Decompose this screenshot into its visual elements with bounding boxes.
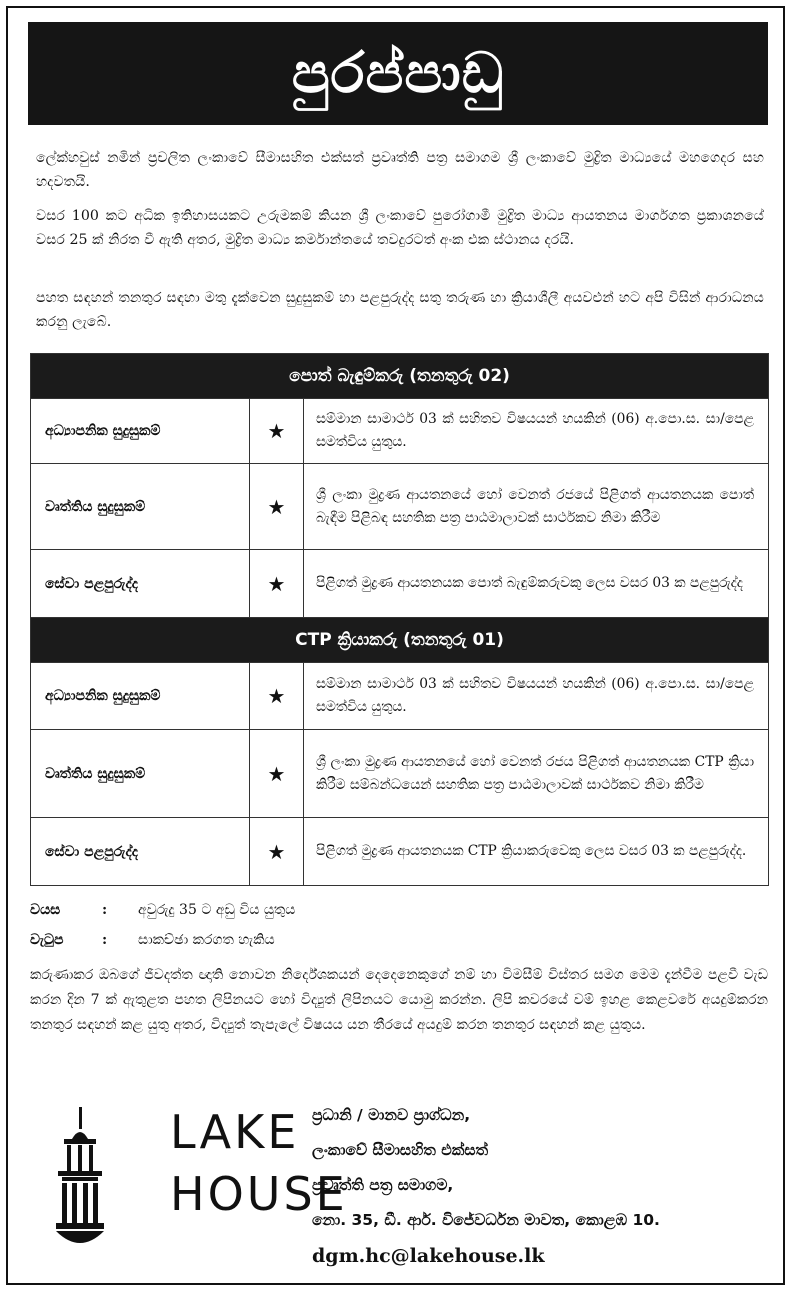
logo-word-house: HOUSE [170, 1167, 348, 1221]
row-label: අධ්‍යාපනික සුදුසුකම් [31, 663, 250, 730]
row-label: අධ්‍යාපනික සුදුසුකම් [31, 399, 250, 464]
table-row [31, 550, 769, 618]
age-separator: : [102, 902, 108, 918]
row-value: සම්මාන සාමාර්ථ 03 ක් සහිතව විෂයයන් හයකින් (06) අ.පො.ස. සා/පෙළ සමත්විය යුතුය. [304, 399, 769, 464]
row-value: පිළිගත් මුද්‍රණ ආයතනයක CTP ක්‍රියාකරුවෙකු ලෙස වසර 03 ක පළපුරුද්ද. [304, 818, 769, 886]
application-instructions: කරුණාකර ඔබගේ ජීවදත්ත ඥාති නොවන නිර්දේශකයන් දෙදෙනෙකුගේ නම් හා විමසීම් විස්තර සමග මෙම දැන්වීම පළවී වැඩ කරන දින 7 ක් ඇතුළත පහත ලිපිනයට හෝ විද්‍යුත් ලිපිනයට යොමු කරන්න. ලිපි කවරයේ වම් ඉහළ කෙළවරේ අයදුම්කරන තනතුර සඳහන් කළ යුතු අතර, විද්‍යුත් තැපැලේ විෂයය යන තීරයේ අයදුම් කරන තනතුර සඳහන් කළ යුතුය. [30, 967, 768, 1033]
star-icon: ★ [250, 550, 304, 618]
table-row [31, 399, 769, 464]
page-title: පුරප්පාඩු [291, 40, 505, 106]
position-header-row [31, 354, 769, 399]
email-address: dgm.hc@lakehouse.lk [312, 1245, 545, 1267]
position-title: CTP ක්‍රියාකරු (තනතුරු 01) [31, 618, 769, 663]
star-icon: ★ [250, 730, 304, 818]
postal-address [312, 1098, 772, 1274]
row-label: සේවා පළපුරුද්ද [31, 818, 250, 886]
row-label: සේවා පළපුරුද්ද [31, 550, 250, 618]
position-title: පොත් බැඳුම්කරු (තනතුරු 02) [31, 354, 769, 399]
row-value: පිළිගත් මුද්‍රණ ආයතනයක පොත් බැඳුම්කරුවකු ලෙස වසර 03 ක පළපුරුද්ද [304, 550, 769, 618]
row-value: ශ්‍රී ලංකා මුද්‍රණ ආයතනයේ හෝ වෙනත් රජය පිළිගත් ආයතනයක CTP ක්‍රියා කිරීම සම්බන්ධයෙන් සහතික පත්‍ර පාඨමාලාවක් සාර්ථකව නිමා කිරීම [304, 730, 769, 818]
age-value: අවුරුදු 35 ට අඩු විය යුතුය [138, 902, 296, 918]
row-value: සම්මාන සාමාර්ථ 03 ක් සහිතව විෂයයන් හයකින් (06) අ.පො.ස. සා/පෙළ සමත්විය යුතුය. [304, 663, 769, 730]
intro-paragraph-1: ලේක්හවුස් නමින් ප්‍රචලිත ලංකාවේ සීමාසහිත එක්සත් ප්‍රවෘත්ති පත්‍ර සමාගම ශ්‍රී ලංකාවේ මුද්‍රිත මාධ්‍යයේ මහගෙදර සහ හදවතයි. [36, 150, 764, 190]
table-row [31, 464, 769, 550]
star-icon: ★ [250, 399, 304, 464]
table-row [31, 663, 769, 730]
vacancy-table [30, 353, 769, 886]
logo-word-lake: LAKE [170, 1105, 300, 1159]
address-line-2: ලංකාවේ සීමාසහිත එක්සත් [312, 1141, 489, 1159]
table-row [31, 730, 769, 818]
salary-label: වැටුප [30, 932, 64, 948]
address-line-1: ප්‍රධානි / මානව ප්‍රාග්ධන, [312, 1106, 471, 1124]
salary-value: සාකච්ඡා කරගත හැකිය [138, 932, 275, 948]
row-label: වෘත්තිය සුදුසුකම් [31, 464, 250, 550]
intro-paragraph-3: පහත සඳහන් තනතුර සඳහා මතු දැක්වෙන සුදුසුකම් හා පළපුරුද්ද සතු තරුණ හා ක්‍රියාශීලී අයවළුන් හට අපි විසින් ආරාධනය කරනු ලැබේ. [36, 290, 764, 330]
lake-house-logo [50, 1105, 348, 1260]
star-icon: ★ [250, 464, 304, 550]
star-icon: ★ [250, 818, 304, 886]
table-row [31, 818, 769, 886]
position-header-row [31, 618, 769, 663]
row-label: වෘත්තිය සුදුසුකම් [31, 730, 250, 818]
star-icon: ★ [250, 663, 304, 730]
lake-house-tower-icon [50, 1105, 110, 1255]
row-value: ශ්‍රී ලංකා මුද්‍රණ ආයතනයේ හෝ වෙනත් රජයේ පිළිගත් ආයතනයක පොත් බැඳීම පිළිබඳ සහතික පත්‍ර පාඨමාලාවක් සාර්ථකව නිමා කිරීම [304, 464, 769, 550]
intro-paragraph-2: වසර 100 කට අධික ඉතිහාසයකට උරුමකම් කියන ශ්‍රී ලංකාවේ පුරෝගාමී මුද්‍රිත මාධ්‍ය ආයතනය මාර්ගගත ප්‍රකාශනයේ වසර 25 ක් නිරත වී ඇති අතර, මුද්‍රිත මාධ්‍ය කර්මාන්තයේ තවදුරටත් අංක එක ස්ථානය දරයි. [36, 208, 764, 248]
address-line-3: ප්‍රවෘත්ති පත්‍ර සමාගම, [312, 1176, 454, 1194]
age-label: වයස [30, 902, 61, 918]
salary-separator: : [102, 932, 108, 948]
address-line-4: නො. 35, ඩී. ආර්. විජේවර්ධන මාවත, කොළඹ 10. [312, 1211, 660, 1229]
title-banner [28, 22, 768, 125]
